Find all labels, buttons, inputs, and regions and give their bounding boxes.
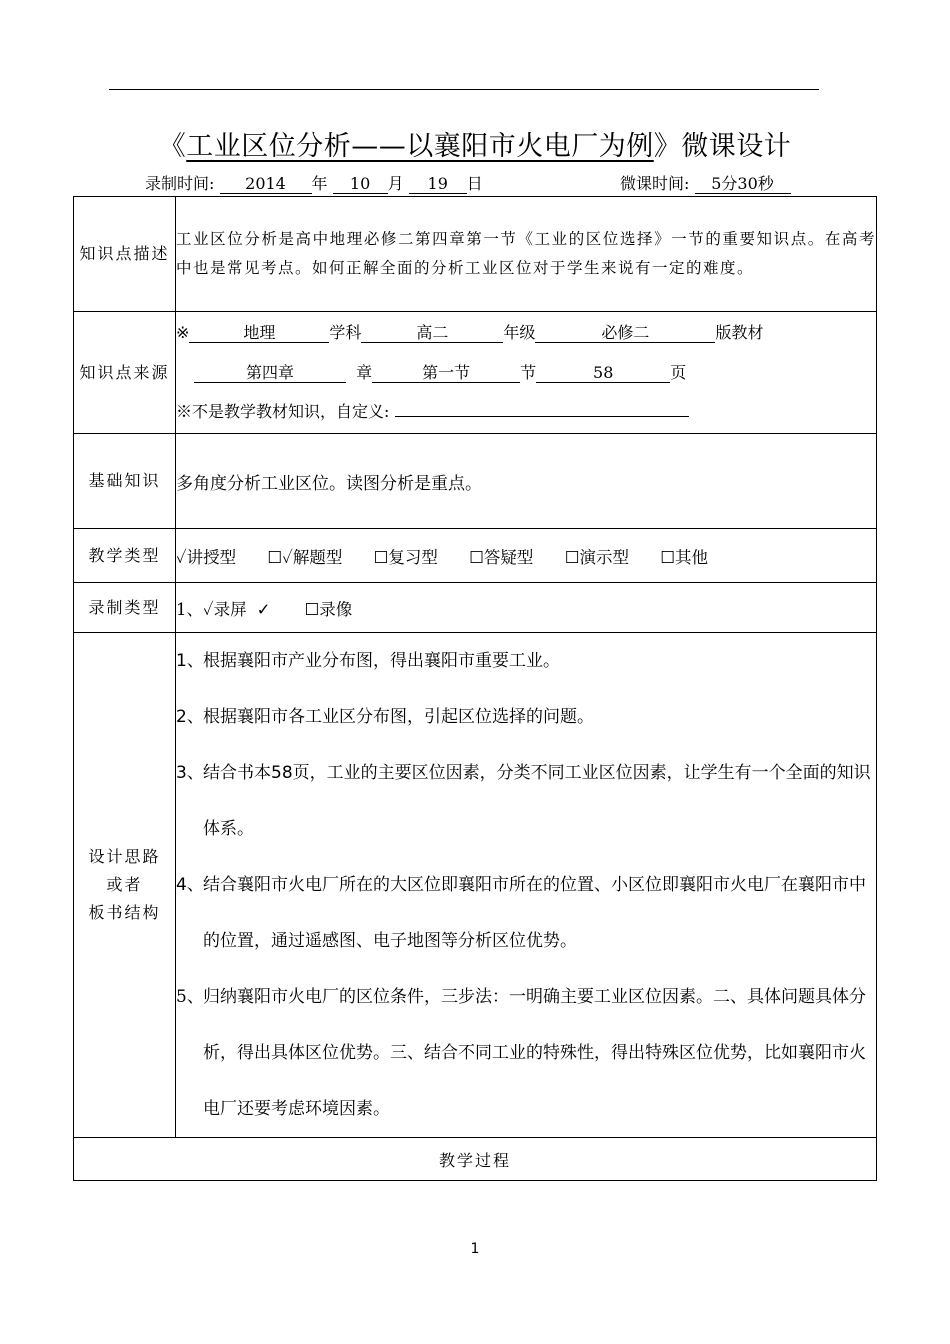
description-text: 工业区位分析是高中地理必修二第四章第一节《工业的区位选择》一节的重要知识点。在高考中也是常见考点。如何正解全面的分析工业区位对于学生来说有一定的难度。 — [176, 230, 876, 277]
label-basic: 基础知识 — [74, 434, 176, 529]
option-qa[interactable]: ☐答疑型 — [469, 547, 534, 567]
option-other[interactable]: ☐其他 — [660, 547, 709, 567]
design-item-number: 3、 — [176, 763, 204, 783]
label-record-type: 录制类型 — [74, 583, 176, 633]
record-month: 10 — [333, 175, 388, 194]
source-custom-label: ※不是教学教材知识，自定义: — [176, 402, 390, 421]
source-line-3 — [176, 402, 876, 422]
source-subject-unit: 学科 — [329, 323, 362, 342]
design-item-text: 根据襄阳市产业分布图，得出襄阳市重要工业。 — [203, 651, 560, 671]
option-screen[interactable]: ✓录屏 — [203, 599, 247, 619]
row-description — [74, 197, 877, 312]
label-design-line3: 板书结构 — [88, 903, 161, 922]
option-problem-solving[interactable]: ☐✓解题型 — [267, 547, 343, 567]
source-edition-unit: 版教材 — [715, 323, 764, 342]
option-lecture[interactable]: ✓讲授型 — [176, 547, 237, 567]
header-rule — [109, 89, 819, 90]
design-item-text: 归纳襄阳市火电厂的区位条件，三步法：一明确主要工业区位因素。二、具体问题具体分析，得出具体区位优势。三、结合不同工业的特殊性，得出特殊区位优势，比如襄阳市火电厂还要考虑环境因素。 — [203, 987, 866, 1119]
duration-label: 微课时间: — [620, 174, 690, 193]
source-section: 第一节 — [372, 364, 520, 383]
design-item-number: 1、 — [176, 651, 204, 671]
document-title — [0, 127, 950, 167]
design-item-text: 结合书本58页，工业的主要区位因素，分类不同工业区位因素，让学生有一个全面的知识体系。 — [203, 763, 871, 839]
record-day: 19 — [409, 175, 467, 194]
source-custom-field — [395, 416, 689, 417]
title-close-bracket: 》 — [653, 131, 682, 162]
source-chapter-unit: 章 — [356, 363, 373, 382]
source-subject: 地理 — [189, 324, 329, 343]
design-item-text: 根据襄阳市各工业区分布图，引起区位选择的问题。 — [203, 707, 594, 727]
design-item-number: 4、 — [176, 875, 204, 895]
option-video[interactable]: ☐录像 — [304, 599, 353, 619]
cell-basic — [176, 434, 877, 529]
record-day-unit: 日 — [466, 174, 483, 193]
source-line-2 — [176, 363, 876, 383]
basic-text: 多角度分析工业区位。读图分析是重点。 — [176, 473, 482, 494]
record-type-options — [176, 596, 876, 620]
option-demo[interactable]: ☐演示型 — [564, 547, 629, 567]
option-review[interactable]: ☐复习型 — [373, 547, 438, 567]
design-item — [176, 689, 876, 745]
record-time — [145, 172, 483, 196]
row-process — [74, 1138, 877, 1181]
row-source — [74, 312, 877, 434]
source-grade-unit: 年级 — [503, 323, 536, 342]
cell-design — [176, 633, 877, 1138]
source-edition: 必修二 — [535, 324, 715, 343]
source-grade: 高二 — [361, 324, 503, 343]
title-suffix: 微课设计 — [681, 131, 792, 162]
source-mark: ※ — [176, 323, 190, 342]
cell-source — [176, 312, 877, 434]
label-teaching-type: 教学类型 — [74, 529, 176, 583]
duration — [620, 172, 791, 196]
title-main: 工业区位分析——以襄阳市火电厂为例 — [186, 131, 654, 162]
record-type-prefix: 1、 — [176, 599, 203, 619]
row-basic — [74, 434, 877, 529]
label-design-line1: 设计思路 — [88, 847, 161, 866]
record-year: 2014 — [220, 175, 312, 194]
duration-value: 5分30秒 — [695, 175, 791, 194]
design-item — [176, 969, 876, 1137]
label-design-line2: 或者 — [106, 875, 143, 894]
record-month-unit: 月 — [387, 174, 404, 193]
record-year-unit: 年 — [311, 174, 328, 193]
option-screen-check: ✓ — [256, 599, 271, 619]
design-item — [176, 745, 876, 857]
source-page-unit: 页 — [670, 363, 687, 382]
design-item — [176, 857, 876, 969]
title-open-bracket: 《 — [158, 131, 187, 162]
design-item — [176, 633, 876, 689]
row-record-type — [74, 583, 877, 633]
design-item-text: 结合襄阳市火电厂所在的大区位即襄阳市所在的位置、小区位即襄阳市火电厂在襄阳市中的位置，通过遥感图、电子地图等分析区位优势。 — [203, 875, 866, 951]
label-design — [74, 633, 176, 1138]
label-description: 知识点描述 — [74, 197, 176, 312]
label-source: 知识点来源 — [74, 312, 176, 434]
record-time-label: 录制时间: — [145, 174, 215, 193]
source-page: 58 — [536, 364, 670, 383]
design-item-number: 2、 — [176, 707, 204, 727]
cell-record-type — [176, 583, 877, 633]
row-design — [74, 633, 877, 1138]
source-section-unit: 节 — [520, 363, 537, 382]
label-process: 教学过程 — [74, 1138, 877, 1181]
cell-description — [176, 197, 877, 312]
design-item-number: 5、 — [176, 987, 204, 1007]
source-chapter: 第四章 — [194, 364, 346, 383]
source-line-1 — [176, 323, 876, 343]
cell-teaching-type — [176, 529, 877, 583]
design-table — [73, 196, 877, 1181]
teaching-type-options — [176, 544, 876, 568]
row-teaching-type — [74, 529, 877, 583]
page-number: 1 — [470, 1241, 480, 1257]
